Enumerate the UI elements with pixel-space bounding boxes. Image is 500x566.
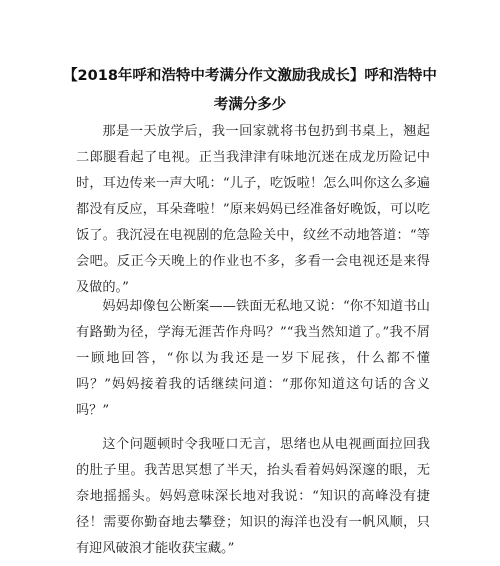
document-title: 【2018年呼和浩特中考满分作文激励我成长】呼和浩特中考满分多少 (63, 68, 437, 113)
paragraph-2: 妈妈却像包公断案——铁面无私地又说：“你不知道书山有路勤为径，学海无涯苦作舟吗？”“我当然知道了。”我不屑一顾地回答，“你以为我还是一岁下屁孩，什么都不懂吗？”妈妈接着我的话继续问道：“那你知道这句话的含义吗？” (76, 299, 430, 418)
paragraph-3: 这个问题顿时令我哑口无言，思绪也从电视画面拉回我的肚子里。我苦思冥想了半天，抬头看着妈妈深邃的眼，无奈地摇摇头。妈妈意味深长地对我说：“知识的高峰没有捷径！需要你勤奋地去攀登；知识的海洋也没有一帆风顺，只有迎风破浪才能收获宝藏。” (76, 437, 430, 556)
paragraph-1: 那是一天放学后，我一回家就将书包扔到书桌上，翘起二郎腿看起了电视。正当我津津有味地沉迷在成龙历险记中时，耳边传来一声大吼：“儿子，吃饭啦！怎么叫你这么多遍都没有反应，耳朵聋啦！”原来妈妈已经准备好晚饭，可以吃饭了。我沉浸在电视剧的危急险关中，纹丝不动地答道：“等会吧。反正今天晚上的作业也不多，多看一会电视还是来得及做的。” (76, 124, 430, 295)
